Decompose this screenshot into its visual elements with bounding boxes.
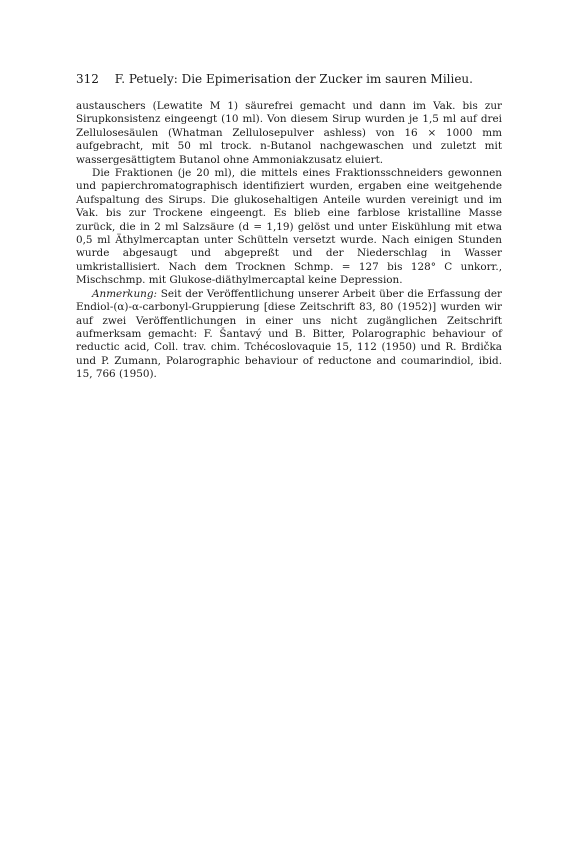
paragraph-continuation: austauschers (Lewatite M 1) säurefrei gemacht und dann im Vak. bis zur Sirupkonsistenz eingeengt (10 ml). Von diesem Sirup wurden je 1,5 ml auf drei Zellulosesäulen (Whatman Zellulosepulver ashless) von 16 × 1000 mm aufgebracht, mit 50 ml trock. n-Butanol nachgewaschen und zuletzt mit wassergesättigtem Butanol ohne Ammoniakzusatz eluiert.: [76, 100, 502, 166]
page-number: 312: [76, 72, 99, 86]
note-lead: Anmerkung:: [92, 287, 157, 300]
paragraph-fractions: Die Fraktionen (je 20 ml), die mittels eines Fraktionsschneiders gewonnen und papierchromatographisch identifiziert wurden, ergaben eine weitgehende Aufspaltung des Sirups. Die glukosehaltigen Anteile wurden vereinigt und im Vak. bis zur Trockene eingeengt. Es blieb eine farblose kristalline Masse zurück, die in 2 ml Salzsäure (d = 1,19) gelöst und unter Eiskühlung mit etwa 0,5 ml Äthylmercaptan unter Schütteln versetzt wurde. Nach einigen Stunden wurde abgesaugt und abgepreßt und der Niederschlag in Wasser umkristallisiert. Nach dem Trocknen Schmp. = 127 bis 128° C unkorr., Mischschmp. mit Glukose-diäthylmercaptal keine Depression.: [76, 167, 502, 287]
note-text: Seit der Veröffentlichung unserer Arbeit über die Erfassung der Endiol-(α)-α-carbonyl-Gruppierung [diese Zeitschrift 83, 80 (1952)] wurden wir auf zwei Veröffentlichungen in einer uns nicht zugänglichen Zeitschrift aufmerksam gemacht: F. Šantavý und B. Bitter, Polarographic behaviour of reductic acid, Coll. trav. chim. Tchécoslovaquie 15, 112 (1950) und R. Brdička und P. Zumann, Polarographic behaviour of reductone and coumarindiol, ibid. 15, 766 (1950).: [76, 287, 502, 381]
paragraph-note: [76, 288, 502, 382]
running-header: [76, 72, 502, 86]
document-page: [76, 72, 502, 382]
running-title: F. Petuely: Die Epimerisation der Zucker im sauren Milieu.: [114, 72, 473, 86]
